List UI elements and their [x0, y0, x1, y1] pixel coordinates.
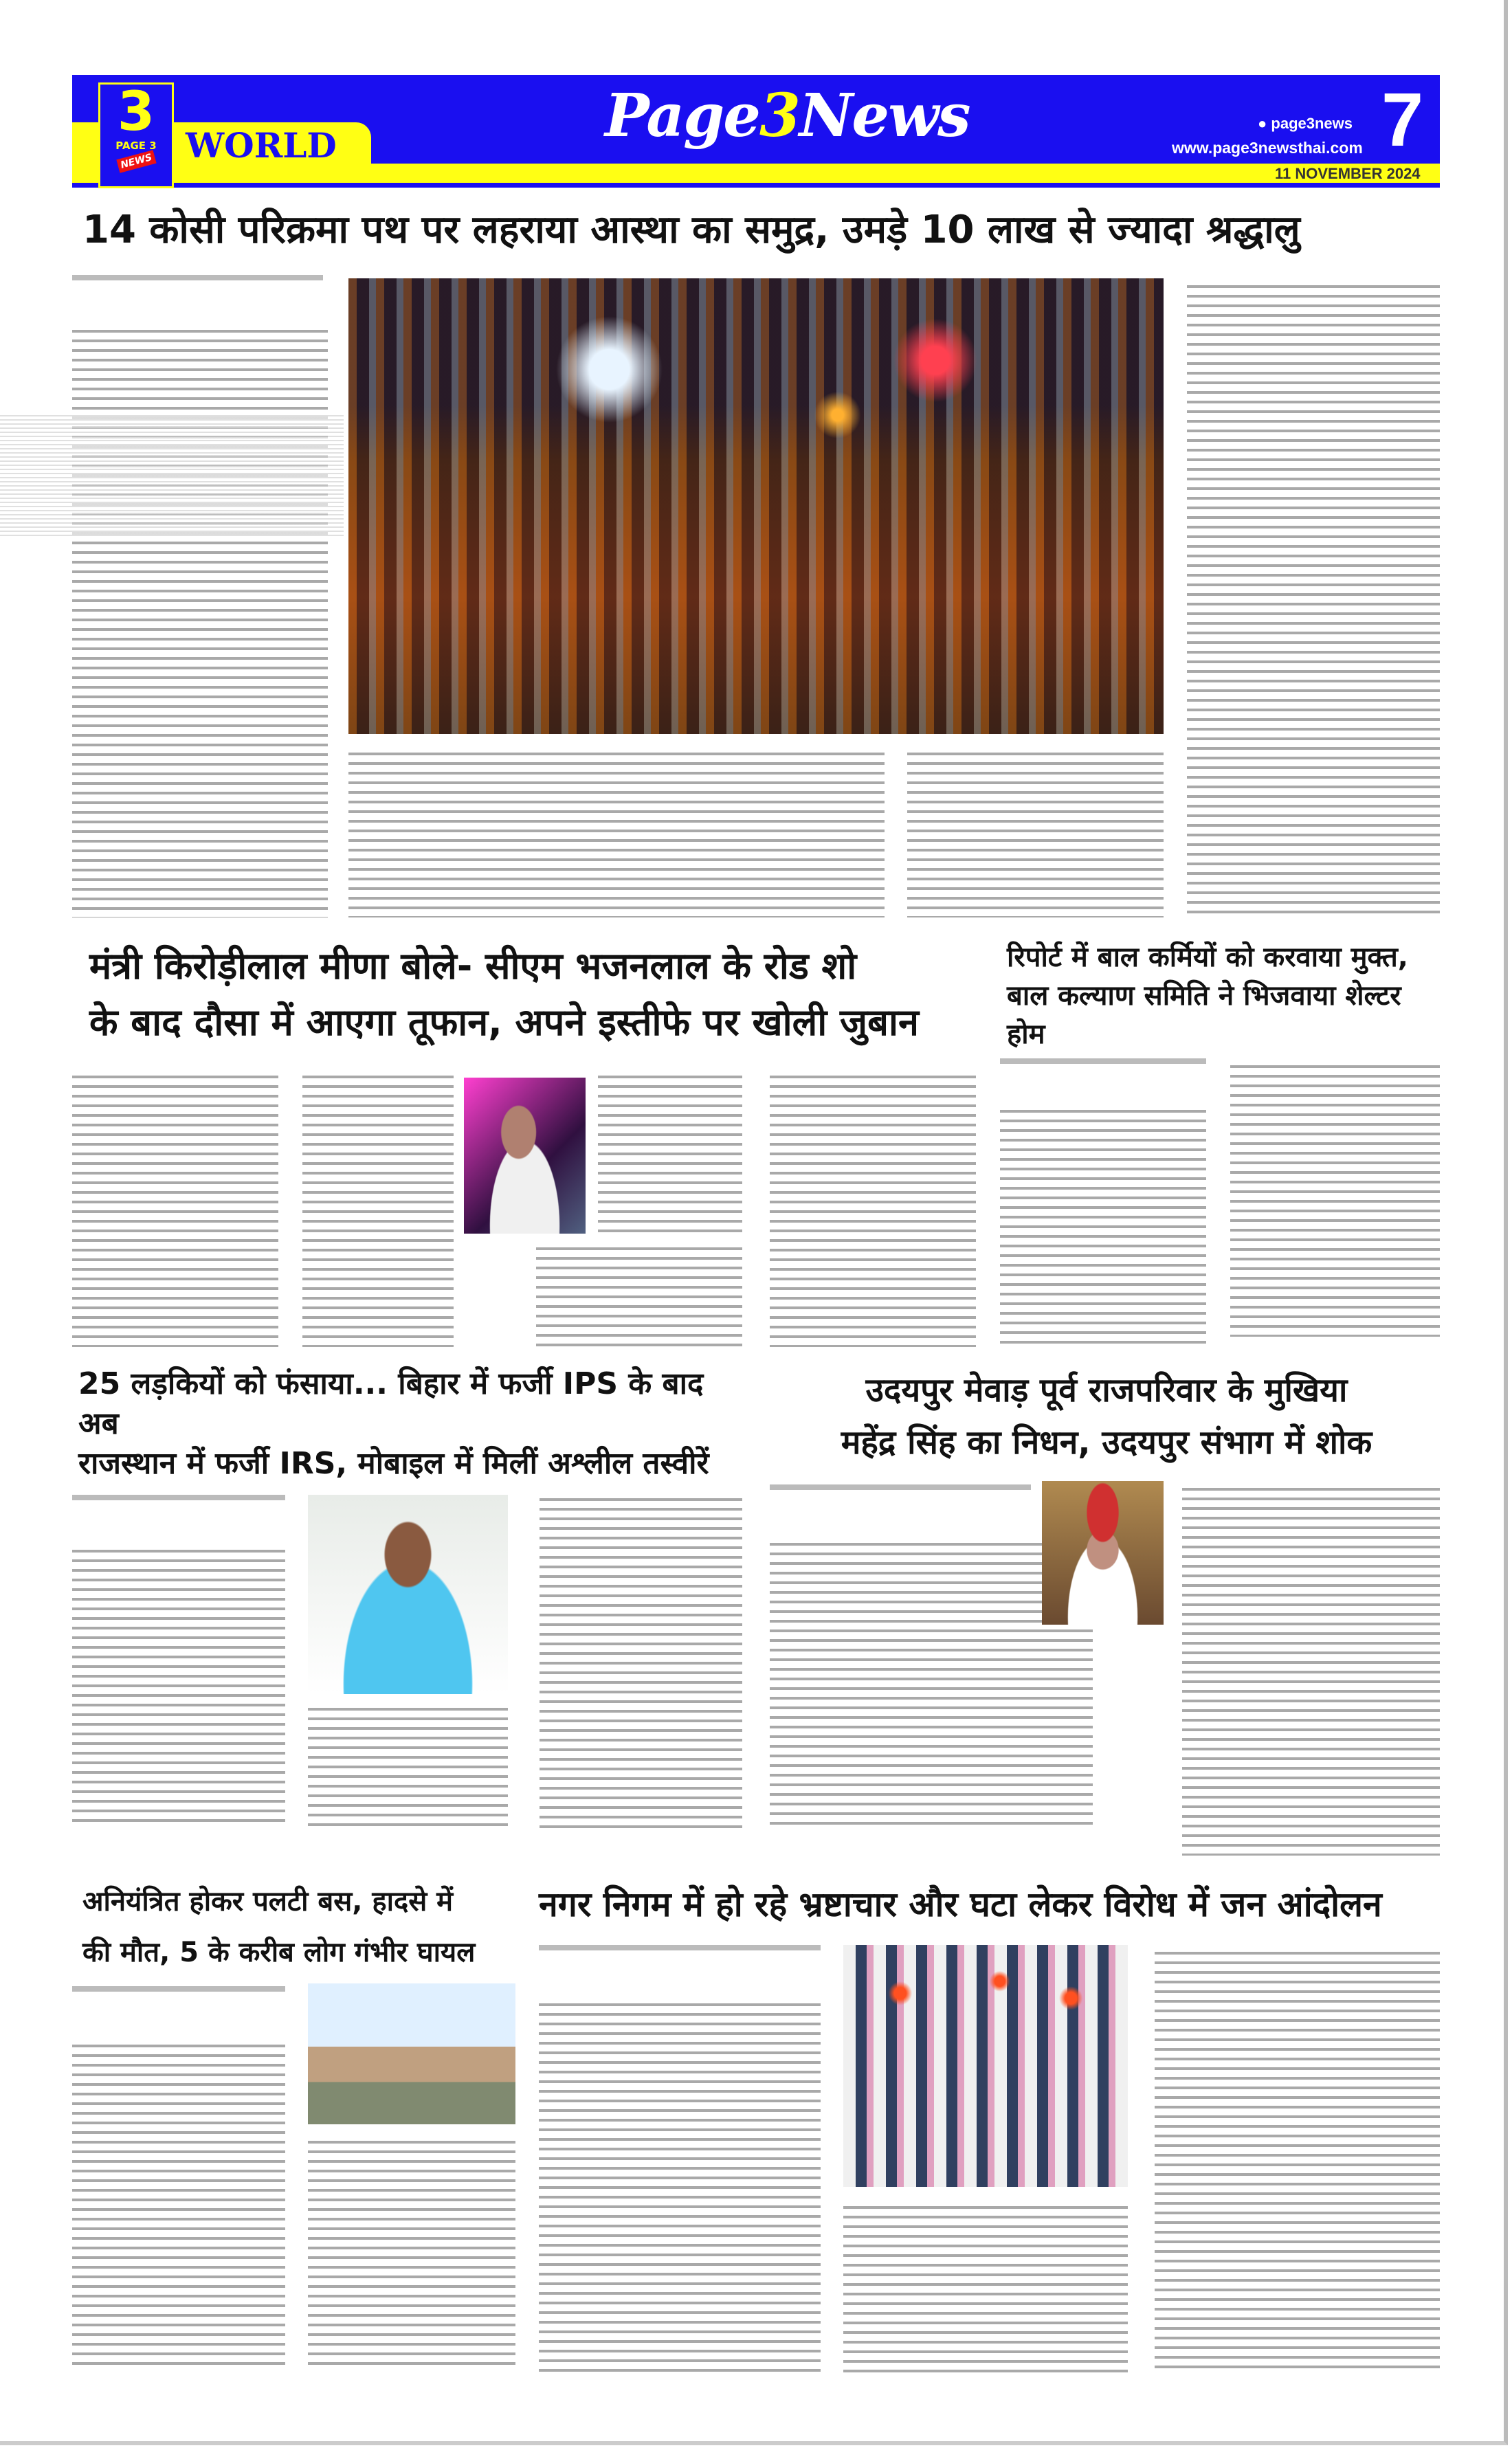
logo-text: PAGE 3 [115, 140, 157, 152]
fake-ips-headline [78, 1364, 738, 1484]
protest-text-1 [539, 2000, 821, 2374]
udaipur-headline-line1: उदयपुर मेवाड़ पूर्व राजपरिवार के मुखिया [865, 1371, 1348, 1410]
logo-number: 3 [117, 81, 155, 143]
minister-text-5 [770, 1072, 976, 1347]
social-handle-text: page3news [1271, 115, 1353, 132]
fake-ips-text-2 [308, 1704, 508, 1828]
shelter-text-1 [1000, 1106, 1206, 1347]
fake-ips-text-3 [540, 1495, 742, 1828]
issue-date: 11 NOVEMBER 2024 [1275, 165, 1421, 182]
minister-text-4 [598, 1072, 742, 1237]
protest-text-3 [1155, 1948, 1440, 2374]
bus-headline [82, 1876, 522, 1978]
fake-ips-headline-line2: राजस्थान में फर्जी IRS, मोबाइल में मिलीं अश्लील तस्वीरें [78, 1446, 709, 1481]
shelter-headline-line1: रिपोर्ट में बाल कर्मियों को करवाया मुक्त, [1007, 942, 1408, 973]
bus-byline [72, 1986, 285, 2037]
protest-headline: नगर निगम में हो रहे भ्रष्टाचार और घटा लेकर विरोध में जन आंदोलन [539, 1884, 1382, 1924]
lead-text-below-1 [348, 749, 885, 917]
website: www.page3newsthai.com [1172, 139, 1363, 157]
minister-text-2 [302, 1072, 454, 1347]
lead-byline [72, 275, 323, 326]
udaipur-headline-line2: महेंद्र सिंह का निधन, उदयपुर संभाग में शोक [841, 1423, 1372, 1462]
protest-photo [843, 1945, 1128, 2187]
section-label: WORLD [186, 125, 337, 166]
logo-badge: NEWS [116, 150, 156, 173]
shelter-headline-line2: बाल कल्याण समिति ने भिजवाया शेल्टर होम [1007, 980, 1401, 1050]
udaipur-text-2 [1182, 1484, 1440, 1856]
udaipur-headline [773, 1364, 1440, 1469]
bus-photo [308, 1983, 515, 2124]
fake-ips-text-1 [72, 1546, 285, 1828]
protest-byline [539, 1945, 821, 1996]
page3-logo [98, 82, 174, 188]
bus-headline-line1: अनियंत्रित होकर पलटी बस, हादसे में [82, 1886, 454, 1917]
bus-text-1 [72, 2041, 285, 2371]
fake-ips-photo [308, 1495, 508, 1694]
lead-headline: 14 कोसी परिक्रमा पथ पर लहराया आस्था का समुद्र, उमड़े 10 लाख से ज्यादा श्रद्धालु [82, 208, 1300, 252]
scan-artifact [0, 412, 344, 536]
bus-text-2 [308, 2137, 515, 2371]
lead-photo-crowd [348, 278, 1164, 734]
minister-headline [89, 938, 983, 1051]
shelter-text-2 [1230, 1062, 1440, 1337]
brand-number: 3 [759, 81, 799, 151]
social-icon: ● [1258, 115, 1271, 132]
protest-text-2 [843, 2203, 1128, 2374]
minister-text-1 [72, 1072, 278, 1347]
shelter-byline [1000, 1058, 1206, 1106]
minister-headline-line2: के बाद दौसा में आएगा तूफान, अपने इस्तीफे पर खोली जुबान [89, 1001, 919, 1044]
udaipur-byline [770, 1484, 1031, 1535]
brand-suffix: News [799, 81, 970, 151]
lead-text-right [1187, 282, 1440, 917]
page-number: 7 [1381, 78, 1424, 162]
udaipur-photo [1042, 1481, 1164, 1625]
bus-headline-line2: की मौत, 5 के करीब लोग गंभीर घायल [82, 1937, 476, 1968]
shelter-headline [1007, 938, 1440, 1054]
fake-ips-byline [72, 1495, 285, 1542]
fake-ips-headline-line1: 25 लड़कियों को फंसाया... बिहार में फर्जी IPS के बाद अब [78, 1366, 704, 1441]
brand-title [605, 81, 970, 151]
brand-prefix: Page [605, 81, 759, 151]
social-handle [1258, 115, 1353, 133]
minister-headline-line1: मंत्री किरोड़ीलाल मीणा बोले- सीएम भजनलाल के रोड शो [89, 944, 857, 988]
lead-text-below-2 [907, 749, 1164, 917]
minister-text-3 [536, 1244, 742, 1347]
minister-photo [464, 1078, 586, 1234]
